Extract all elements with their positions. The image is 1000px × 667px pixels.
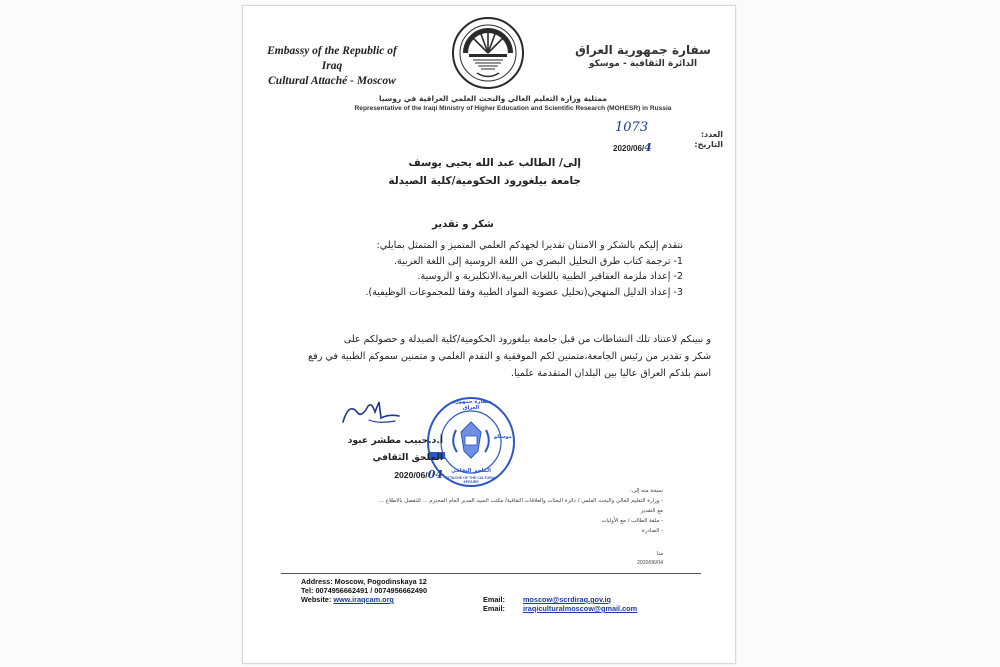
embassy-name-en: Embassy of the Republic of Iraq: [267, 45, 397, 72]
signature-date-prefix: 2020/06/: [394, 470, 428, 480]
copies-block: [373, 486, 663, 536]
attache-name-ar: الدائرة الثقافية - موسكو: [588, 59, 698, 69]
footer-email-label: Email:: [483, 595, 505, 604]
body-item: 3- إعداد الدليل المنهجي(تحليل عضوية المواد الطبية وفقا للمجموعات الوظيفية).: [365, 286, 683, 298]
reference-date-prefix: 2020/06/: [613, 144, 645, 153]
footer-email-1: [483, 595, 611, 604]
reference-number: 1073: [615, 120, 649, 135]
stamp-english-text: ATTACHE OF THE CULTURAL AFFAIRS: [445, 476, 497, 484]
copies-line: - الصادرة: [642, 528, 663, 534]
signature-date-day: 04: [427, 468, 443, 481]
footer-email-link[interactable]: moscow@scrdiraq.gov.iq: [522, 595, 612, 604]
letter-body: [303, 238, 683, 300]
signatory-name: أ.د.حبيب مطشر عبود: [347, 435, 443, 446]
signature-block: [343, 432, 443, 484]
footer-email-link[interactable]: iraqiculturalmoscow@gmail.com: [522, 604, 638, 613]
body-closing-line: اسم بلدكم العراق عاليا بين البلدان المتقدمة علميا.: [510, 368, 711, 379]
footer-tel: Tel: 0074956662491 / 0074956662490: [301, 586, 428, 595]
recipient-name: إلى/ الطالب عبد الله يحيى يوسف: [408, 157, 581, 169]
recipient-block: [343, 154, 581, 190]
footer-website-link[interactable]: www.iraqcam.org: [333, 595, 394, 604]
header-english: [257, 44, 407, 89]
attache-name-en: Cultural Attaché - Moscow: [268, 75, 396, 87]
footer-address: Address: Moscow, Pogodinskaya 12: [301, 577, 427, 586]
document-page: [242, 5, 736, 664]
body-closing-line: و نبينكم لاعتناد تلك النشاطات من قبل جامعة بيلغورود الحكومية/كلية الصيدلة و حصولكم على: [343, 334, 711, 345]
copies-header: نسخة منه إلى:: [630, 488, 663, 494]
body-item: 1- ترجمة كتاب طرق التحليل البصري من اللغة الروسية إلى اللغة العربية.: [393, 255, 683, 267]
copies-line: - وزارة التعليم العالي والبحث العلمي / دائرة البعثات والعلاقات الثقافية/ مكتب السيد المدير العام المحترم ... للتفضل بالاطلاع ... مع التقدير: [378, 498, 663, 514]
reference-date: [613, 141, 652, 154]
stamp-bottom-text: الملحق الثقافي: [451, 468, 491, 474]
reference-date-day: 4: [644, 141, 652, 154]
embassy-name-ar: سفارة جمهورية العراق: [575, 43, 711, 57]
copies-date: 2020/06/04: [637, 560, 663, 566]
representative-ar: ممثلية وزارة التعليم العالي والبحث العلمي العراقية في روسيا: [379, 94, 607, 103]
copies-line: - ملفة الطالب / مع الأوليات: [601, 518, 663, 524]
footer-divider: [281, 573, 701, 574]
subject: شكر و تقدير: [432, 219, 494, 230]
ministry-logo-icon: [451, 16, 525, 90]
footer-email-label: Email:: [483, 604, 505, 613]
handwritten-signature-icon: [339, 394, 409, 430]
reference-block: [603, 120, 723, 160]
representative-en: Representative of the Iraqi Ministry of Higher Education and Scientific Research (MOHESR) in Russia: [354, 105, 672, 112]
body-closing: [273, 331, 711, 382]
copies-initials: منا: [656, 551, 663, 557]
footer-website: [301, 595, 394, 604]
body-item: 2- إعداد ملزمة العقاقير الطبية باللغات العربية،الانكليزية و الروسية.: [417, 271, 683, 282]
reference-number-label: العدد:: [700, 130, 723, 139]
body-closing-line: شكر و تقدير من رئيس الجامعة،متمنين لكم الموفقية و التقدم العلمي و متمنين سموكم الطبية في رفع: [308, 351, 711, 362]
footer-website-label: Website:: [301, 595, 332, 604]
body-intro: نتقدم إليكم بالشكر و الامتنان تقديرا لجهدكم العلمي المتميز و المتمثل بمايلي:: [376, 240, 683, 251]
signatory-title: الملحق الثقافي: [372, 452, 443, 463]
footer-email-2: [483, 604, 637, 613]
recipient-institution: جامعة بيلغورود الحكومية/كلية الصيدلة: [388, 175, 581, 187]
stamp-city-text: موسكو: [494, 434, 512, 440]
header-arabic: [563, 42, 723, 71]
stamp-top-text: سفارة جمهورية العراق: [450, 399, 492, 411]
reference-date-label: التاريخ:: [694, 140, 723, 149]
ministry-logo: [451, 16, 525, 90]
signature-mark: [339, 394, 409, 430]
signature-date: [343, 466, 443, 484]
